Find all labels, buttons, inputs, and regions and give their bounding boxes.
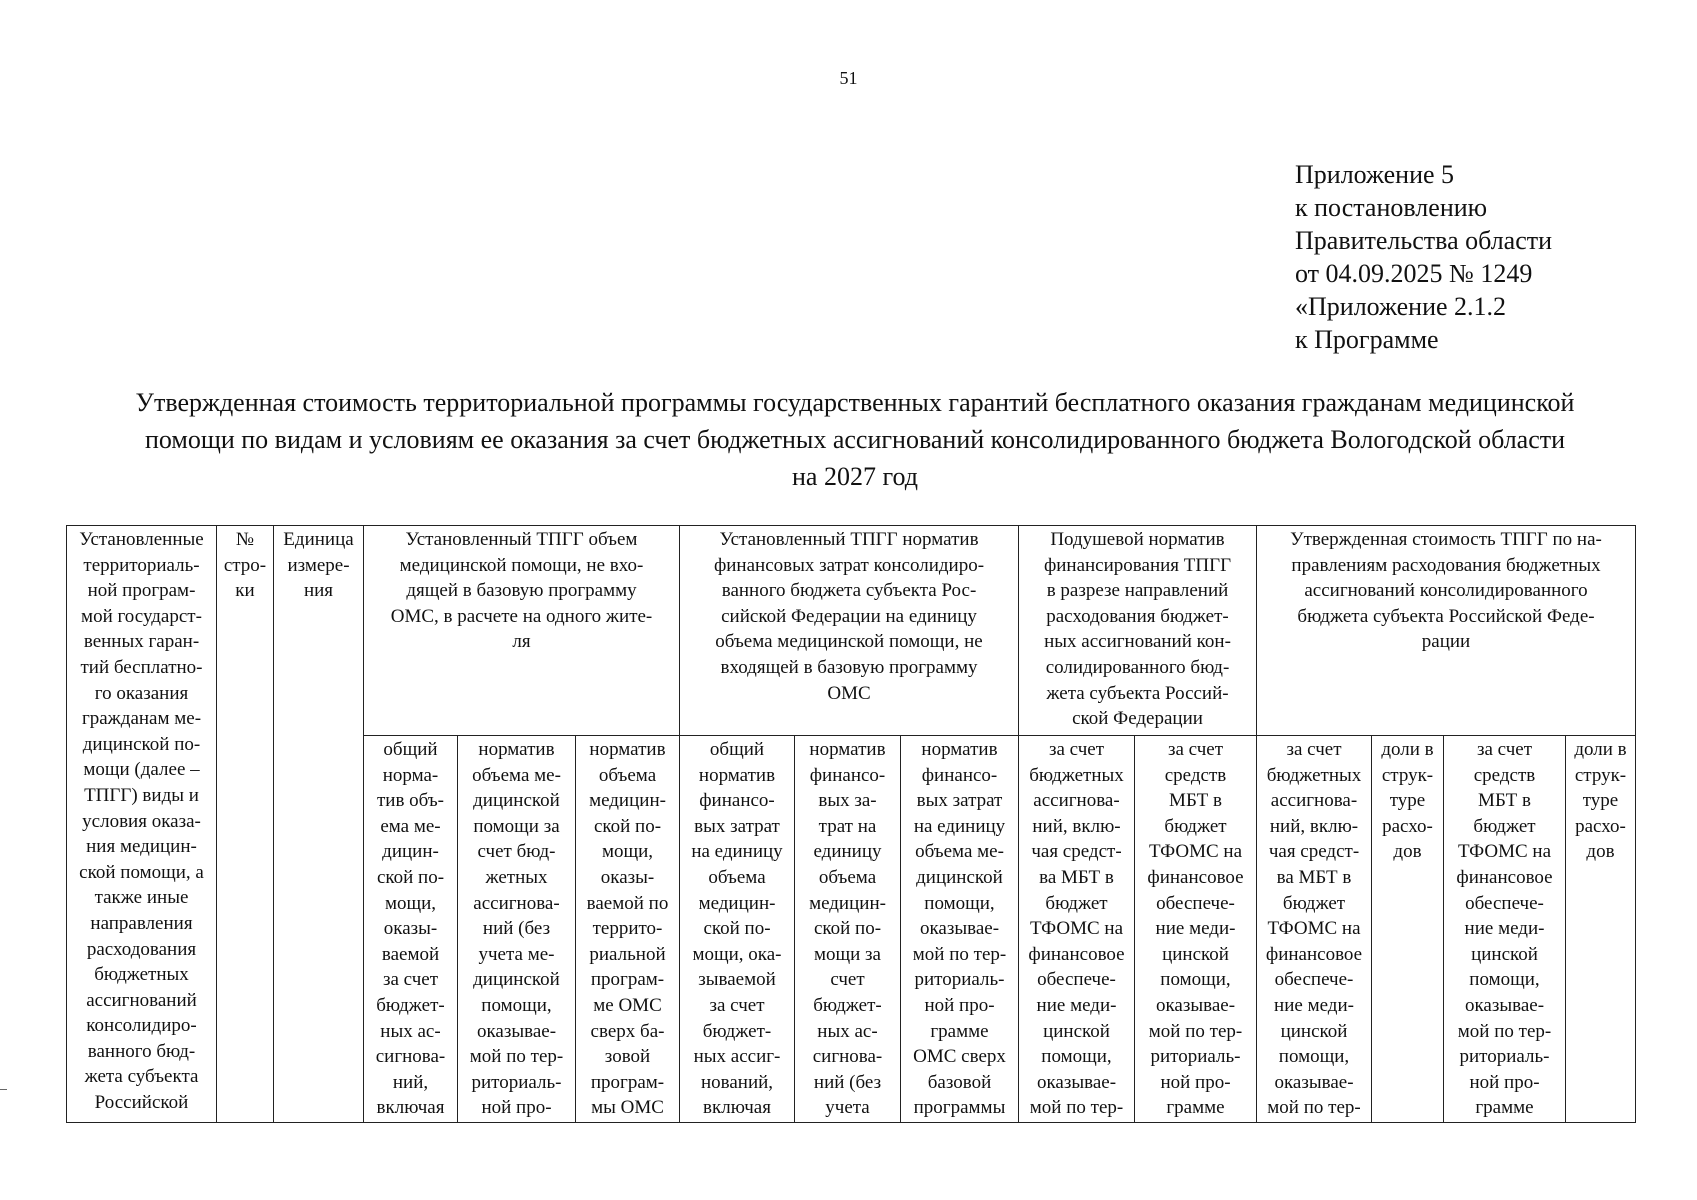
text-line: риториаль-: [914, 969, 1005, 991]
budget-table: [66, 525, 1636, 1123]
text-line: Российской: [94, 1092, 189, 1114]
text-line: ассигнова-: [1033, 790, 1120, 812]
text-line: ния медицин-: [86, 836, 197, 858]
text-line: консолидиро-: [86, 1015, 197, 1037]
text-line: цинской: [1280, 1020, 1348, 1042]
text-line: дицин-: [382, 841, 439, 863]
subheader-cell: [576, 736, 680, 1123]
header-services-column: [67, 526, 217, 1123]
header-unit-column: [274, 526, 364, 1123]
text-line: рации: [1421, 631, 1471, 653]
text-line: грамме: [1475, 1097, 1534, 1119]
text-line: ний,: [392, 1071, 429, 1093]
text-line: финансо-: [809, 764, 886, 786]
text-line: бюджет: [1045, 892, 1108, 914]
text-line: дов: [1393, 841, 1422, 863]
text-line: нований,: [700, 1071, 774, 1093]
text-line: ний, вклю-: [1032, 815, 1121, 837]
appendix-line: Приложение 5: [1295, 160, 1455, 189]
text-line: ОМС сверх: [913, 1046, 1006, 1068]
text-line: мой по тер-: [912, 943, 1007, 965]
subheader-cell: [1372, 736, 1444, 1123]
subheader-cell: [1566, 736, 1636, 1123]
text-line: чая средст-: [1268, 841, 1360, 863]
text-line: ассигнова-: [1270, 790, 1358, 812]
header-row-number-column: [217, 526, 274, 1123]
text-line: мой государст-: [81, 605, 202, 627]
text-line: помощи за: [473, 815, 560, 837]
appendix-line: от 04.09.2025 № 1249: [1295, 259, 1533, 288]
header-cost-norm-group: [680, 526, 1019, 736]
text-line: ний (без: [813, 1071, 882, 1093]
text-line: мой по тер-: [1267, 1097, 1361, 1119]
text-line: финансовое: [1147, 866, 1244, 888]
subheader-cell: [364, 736, 458, 1123]
subheader-text: [1374, 737, 1441, 865]
text-line: оказывае-: [1155, 994, 1236, 1016]
text-line: обеспече-: [1465, 892, 1544, 914]
text-line: мой по тер-: [1029, 1097, 1124, 1119]
text-line: го оказания: [94, 682, 189, 704]
text-line: МБТ в: [1478, 790, 1531, 812]
text-line: мощи (далее –: [83, 759, 200, 781]
text-line: Установленный ТПГГ объем: [405, 529, 638, 550]
text-line: ных ас-: [380, 1020, 441, 1042]
text-line: счет: [830, 969, 865, 991]
text-line: ТФОМС на: [1148, 841, 1243, 863]
text-line: ваемой: [381, 943, 440, 965]
text-line: струк-: [1381, 764, 1434, 786]
subheader-text: [903, 737, 1016, 1121]
text-line: сийской Федерации на единицу: [721, 605, 977, 627]
text-line: финансовое: [1265, 943, 1363, 965]
text-line: обеспече-: [1037, 969, 1116, 991]
text-line: единицу: [813, 841, 882, 863]
text-line: за счет: [709, 994, 765, 1016]
text-line: ской Федерации: [1072, 708, 1203, 730]
text-line: норма-: [382, 764, 439, 786]
text-line: бюджет: [1473, 815, 1536, 837]
text-line: финансо-: [921, 764, 998, 786]
text-line: мощи, ока-: [692, 943, 782, 965]
page-number: 51: [839, 68, 858, 88]
text-line: объема: [708, 866, 766, 888]
text-line: ных ассигнований кон-: [1044, 631, 1231, 653]
subheader-cell: [1019, 736, 1135, 1123]
text-line: ТФОМС на: [1457, 841, 1552, 863]
text-line: дов: [1586, 841, 1615, 863]
text-line: входящей в базовую программу: [720, 656, 978, 678]
appendix-line: к Программе: [1295, 325, 1439, 354]
text-line: ОМС, в расчете на одного жите-: [390, 605, 653, 627]
text-line: ля: [512, 631, 531, 653]
text-line: правлениям расходования бюджетных: [1291, 554, 1601, 576]
text-line: цинской: [1471, 943, 1538, 965]
text-line: оказывае-: [1036, 1071, 1117, 1093]
text-line: риториаль-: [471, 1071, 562, 1093]
header-services-text: [69, 527, 214, 1116]
text-line: террито-: [592, 918, 663, 940]
text-line: бюджетных: [94, 964, 189, 986]
title-line: на 2027 год: [792, 462, 918, 491]
appendix-block: [1295, 158, 1552, 356]
text-line: доли в: [1381, 739, 1434, 760]
text-line: ных ассиг-: [693, 1046, 781, 1068]
text-line: обеспече-: [1156, 892, 1235, 914]
text-line: бюджет-: [813, 994, 882, 1016]
text-line: жета субъекта: [84, 1066, 199, 1088]
text-line: общий: [709, 739, 765, 760]
text-line: расхо-: [1575, 815, 1626, 837]
text-line: условия оказа-: [82, 810, 201, 832]
text-line: грамме: [1166, 1097, 1225, 1119]
text-line: объема ме-: [472, 764, 561, 786]
text-line: ассигнова-: [473, 892, 560, 914]
text-line: помощи,: [1278, 1046, 1350, 1068]
text-line: базовой: [927, 1071, 992, 1093]
text-line: цинской: [1162, 943, 1229, 965]
text-line: средств: [1473, 764, 1536, 786]
appendix-line: к постановлению: [1295, 193, 1488, 222]
text-line: туре: [1582, 790, 1619, 812]
text-line: объема ме-: [915, 841, 1004, 863]
text-line: ОМС: [827, 682, 871, 704]
subheader-text: [1137, 737, 1254, 1121]
text-line: ной програм-: [87, 580, 196, 602]
text-line: сверх ба-: [590, 1020, 665, 1042]
text-line: оказывае-: [1274, 1071, 1354, 1093]
text-line: ванного бюджета субъекта Рос-: [721, 580, 977, 602]
text-line: помощи,: [1160, 969, 1231, 991]
text-line: бюджетных: [1266, 764, 1362, 786]
text-line: расходования бюджет-: [1046, 605, 1229, 627]
text-line: направления: [90, 912, 193, 934]
text-line: включая: [703, 1097, 771, 1119]
text-line: за счет: [1476, 739, 1533, 760]
text-line: оказы-: [600, 866, 655, 888]
subheader-cell: [901, 736, 1019, 1123]
text-line: ва МБТ в: [1039, 866, 1114, 888]
text-line: гражданам ме-: [81, 708, 202, 730]
text-line: оказывае-: [919, 918, 1000, 940]
text-line: бюджет-: [702, 1020, 772, 1042]
subheader-text: [1021, 737, 1132, 1121]
header-approved-cost-group: [1257, 526, 1636, 736]
subheader-text: [1568, 737, 1633, 865]
text-line: норматив: [589, 739, 666, 760]
text-line: дицинской: [473, 790, 560, 812]
text-line: ной про-: [1469, 1071, 1540, 1093]
text-line: тив объ-: [376, 790, 445, 812]
appendix-line: «Приложение 2.1.2: [1295, 292, 1507, 321]
subheader-text: [460, 737, 573, 1121]
text-line: ской помощи, а: [79, 861, 204, 883]
text-line: №: [235, 529, 255, 550]
text-line: ассигнований: [86, 989, 197, 1011]
text-line: ва МБТ в: [1276, 866, 1352, 888]
text-line: ние меди-: [1274, 994, 1354, 1016]
text-line: грамме: [930, 1020, 989, 1042]
text-line: мощи,: [601, 841, 654, 863]
subheader-text: [578, 737, 677, 1121]
text-line: вых за-: [818, 790, 877, 812]
text-line: дицинской: [916, 866, 1003, 888]
subheader-cell: [795, 736, 901, 1123]
text-line: ваемой по: [586, 892, 669, 914]
text-line: ния: [303, 580, 334, 602]
text-line: вых затрат: [916, 790, 1003, 812]
text-line: медицин-: [589, 790, 666, 812]
text-line: мой по тер-: [1148, 1020, 1243, 1042]
text-line: бюджет-: [376, 994, 445, 1016]
header-row-number-text: [219, 527, 271, 604]
text-line: оказы-: [383, 918, 438, 940]
text-line: програм-: [590, 1071, 665, 1093]
text-line: бюджета субъекта Российской Феде-: [1297, 605, 1595, 627]
text-line: дицинской по-: [82, 733, 201, 755]
subheader-text: [1446, 737, 1563, 1121]
text-line: общий: [383, 739, 438, 760]
text-line: за счет: [1167, 739, 1224, 760]
text-line: риториаль-: [1150, 1046, 1241, 1068]
text-line: средств: [1164, 764, 1227, 786]
title-line: Утвержденная стоимость территориальной программы государственных гарантий бесплатного оказания гражданам медицинской: [135, 388, 1575, 417]
margin-mark: [0, 1089, 7, 1090]
text-line: финансо-: [699, 790, 775, 812]
text-line: бюджет: [1282, 892, 1346, 914]
text-line: дицинской: [473, 969, 560, 991]
text-line: объема медицинской помощи, не: [715, 631, 983, 653]
header-unit-text: [276, 527, 361, 604]
text-line: помощи,: [481, 994, 552, 1016]
text-line: ТПГГ) виды и: [84, 784, 199, 806]
text-line: ме ОМС: [593, 994, 662, 1016]
header-per-capita-group: [1019, 526, 1257, 736]
header-approved-cost-group-text: [1259, 527, 1633, 655]
text-line: финансирования ТПГГ: [1043, 554, 1232, 576]
subheader-text: [682, 737, 792, 1121]
text-line: финансовое: [1456, 866, 1553, 888]
text-line: струк-: [1574, 764, 1627, 786]
text-line: Утвержденная стоимость ТПГГ по на-: [1290, 529, 1602, 550]
text-line: норматив: [478, 739, 555, 760]
text-line: ки: [235, 580, 255, 602]
text-line: обеспече-: [1274, 969, 1354, 991]
text-line: мой по тер-: [469, 1046, 564, 1068]
text-line: тий бесплатно-: [80, 656, 203, 678]
text-line: ской по-: [376, 866, 445, 888]
text-line: ных ас-: [817, 1020, 878, 1042]
text-line: бюджет: [1164, 815, 1227, 837]
text-line: бюджетных: [1029, 764, 1124, 786]
text-line: програм-: [590, 969, 665, 991]
text-line: норматив: [921, 739, 998, 760]
text-line: за счет: [382, 969, 439, 991]
text-line: сигнова-: [812, 1046, 883, 1068]
text-line: дящей в базовую программу: [406, 580, 637, 602]
text-line: мощи за: [813, 943, 881, 965]
text-line: Установленный ТПГГ норматив: [719, 529, 979, 550]
text-line: ванного бюд-: [87, 1040, 196, 1062]
text-line: норматив: [809, 739, 886, 760]
text-line: мы ОМС: [591, 1097, 664, 1119]
subheader-cell: [458, 736, 576, 1123]
text-line: учета ме-: [478, 943, 555, 965]
text-line: ние меди-: [1464, 918, 1545, 940]
text-line: включая: [376, 1097, 445, 1119]
text-line: Единица: [283, 529, 354, 550]
text-line: чая средст-: [1031, 841, 1122, 863]
text-line: помощи,: [1469, 969, 1540, 991]
subheader-text: [1259, 737, 1369, 1121]
document-title: [60, 384, 1650, 495]
text-line: помощи,: [1041, 1046, 1112, 1068]
header-per-capita-group-text: [1021, 527, 1254, 732]
text-line: на единицу: [913, 815, 1006, 837]
header-cost-norm-group-text: [682, 527, 1016, 706]
text-line: жета субъекта Россий-: [1046, 682, 1229, 704]
text-line: ной про-: [924, 994, 995, 1016]
text-line: ской по-: [703, 918, 771, 940]
text-line: риальной: [589, 943, 666, 965]
subheader-text: [366, 737, 455, 1121]
text-line: цинской: [1043, 1020, 1110, 1042]
text-line: медицин-: [809, 892, 886, 914]
text-line: программы: [913, 1097, 1006, 1119]
text-line: за счет: [1286, 739, 1342, 760]
text-line: медицин-: [698, 892, 776, 914]
text-line: на единицу: [691, 841, 783, 863]
text-line: мой по тер-: [1457, 1020, 1552, 1042]
text-line: вых затрат: [694, 815, 780, 837]
text-line: ной про-: [1160, 1071, 1231, 1093]
text-line: ТФОМС на: [1267, 918, 1361, 940]
text-line: Подушевой норматив: [1050, 529, 1225, 550]
header-volume-group-text: [366, 527, 677, 655]
text-line: ской по-: [593, 815, 662, 837]
text-line: ний, вклю-: [1269, 815, 1359, 837]
text-line: солидированного бюд-: [1045, 656, 1230, 678]
text-line: медицинской помощи, не вхо-: [399, 554, 644, 576]
text-line: стро-: [223, 554, 267, 576]
text-line: ема ме-: [380, 815, 441, 837]
text-line: оказывае-: [476, 1020, 557, 1042]
text-line: зовой: [604, 1046, 651, 1068]
subheader-text: [797, 737, 898, 1121]
text-line: ние меди-: [1155, 918, 1236, 940]
text-line: ской по-: [813, 918, 882, 940]
text-line: жетных: [485, 866, 548, 888]
text-line: доли в: [1574, 739, 1627, 760]
text-line: трат на: [818, 815, 877, 837]
subheader-cell: [1135, 736, 1257, 1123]
subheader-cell: [680, 736, 795, 1123]
text-line: финансовых затрат консолидиро-: [713, 554, 985, 576]
title-line: помощи по видам и условиям ее оказания за счет бюджетных ассигнований консолидированного бюджета Вологодской области: [144, 425, 1566, 454]
text-line: финансовое: [1028, 943, 1125, 965]
subheader-cell: [1444, 736, 1566, 1123]
text-line: Установленные: [79, 529, 204, 550]
text-line: помощи,: [924, 892, 995, 914]
text-line: расхо-: [1382, 815, 1433, 837]
text-line: расходования: [86, 938, 197, 960]
text-line: ной про-: [481, 1097, 552, 1119]
subheader-cell: [1257, 736, 1372, 1123]
text-line: риториаль-: [1459, 1046, 1550, 1068]
text-line: оказывае-: [1464, 994, 1545, 1016]
text-line: объема: [818, 866, 877, 888]
text-line: учета: [825, 1097, 870, 1119]
appendix-line: Правительства области: [1295, 226, 1553, 255]
text-line: МБТ в: [1169, 790, 1222, 812]
text-line: территориаль-: [83, 554, 200, 576]
text-line: за счет: [1048, 739, 1105, 760]
text-line: ний (без: [482, 918, 551, 940]
text-line: зываемой: [698, 969, 776, 991]
text-line: ассигнований консолидированного: [1304, 580, 1588, 602]
text-line: сигнова-: [375, 1046, 446, 1068]
text-line: венных гаран-: [83, 631, 200, 653]
header-volume-group: [364, 526, 680, 736]
text-line: счет бюд-: [477, 841, 556, 863]
text-line: норматив: [698, 764, 776, 786]
text-line: ние меди-: [1036, 994, 1117, 1016]
text-line: туре: [1389, 790, 1426, 812]
text-line: ТФОМС на: [1029, 918, 1124, 940]
text-line: также иные: [94, 887, 189, 909]
text-line: измере-: [287, 554, 350, 576]
text-line: в разрезе направлений: [1046, 580, 1229, 602]
text-line: мощи,: [384, 892, 437, 914]
text-line: объема: [598, 764, 657, 786]
